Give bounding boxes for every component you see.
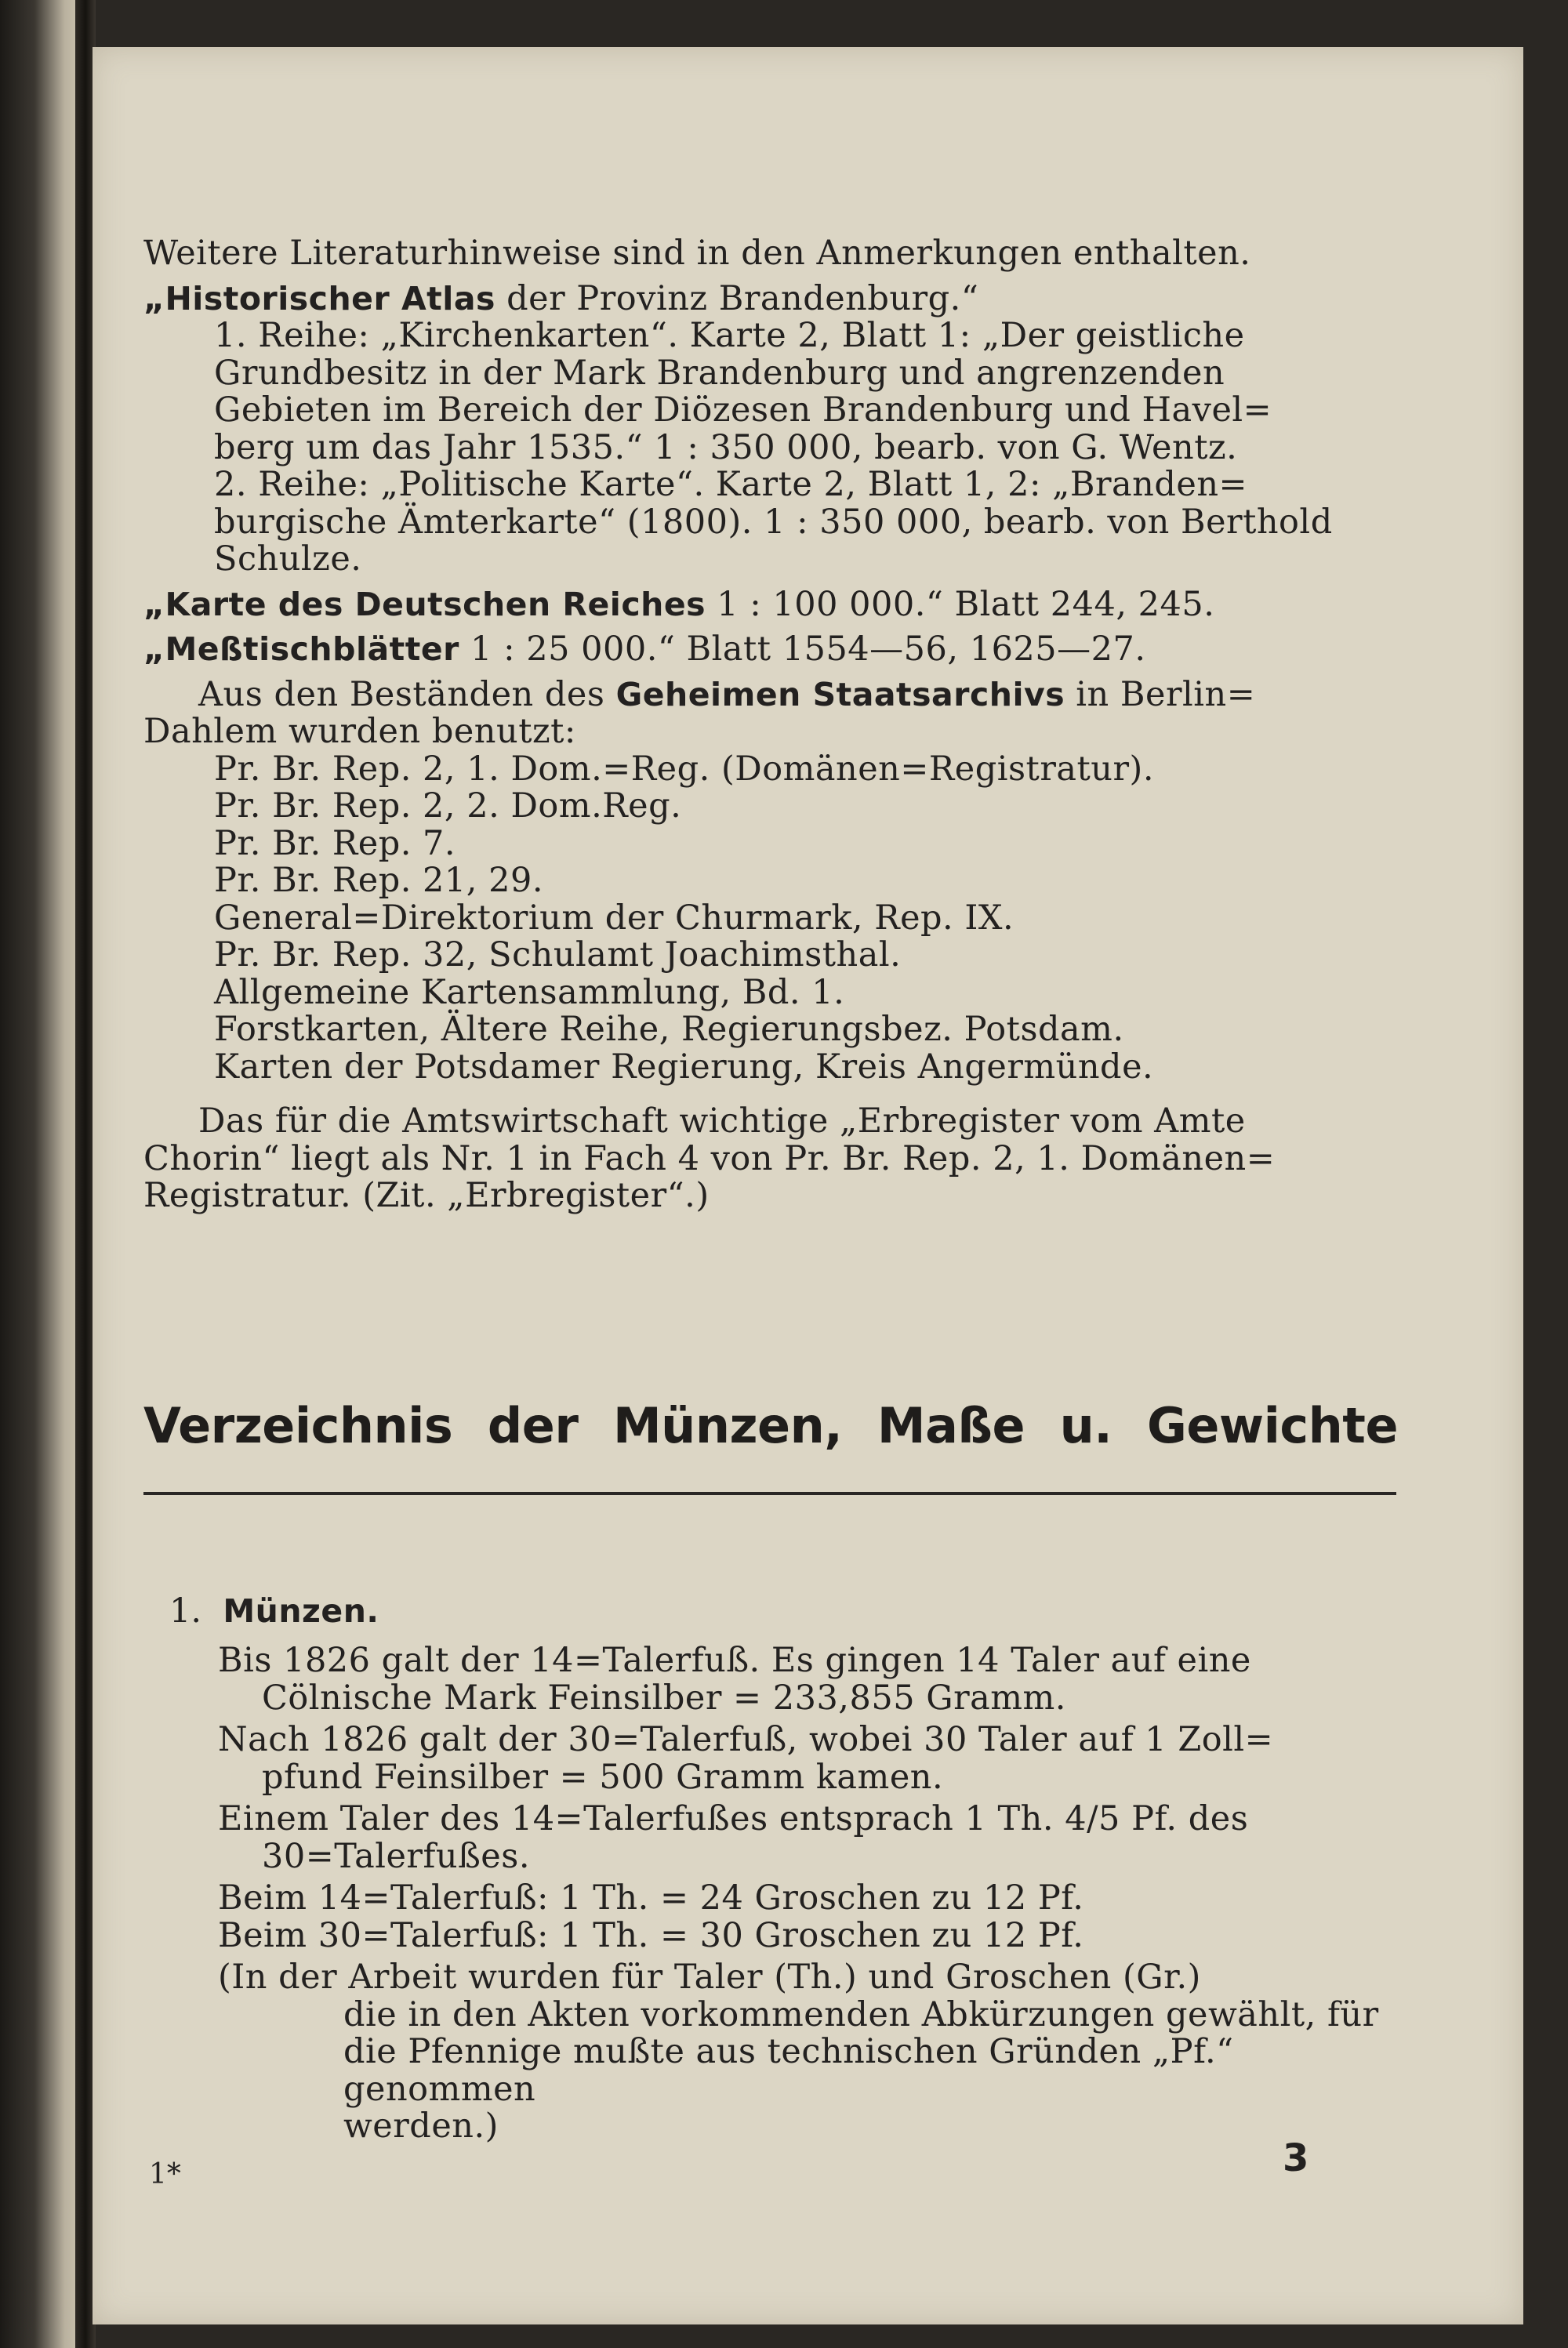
page-number: 3 xyxy=(1283,2136,1309,2180)
atlas-title-rest: der Provinz Brandenburg.“ xyxy=(495,278,979,318)
karte-line xyxy=(143,586,1394,624)
archiv-item: Allgemeine Kartensammlung, Bd. 1. xyxy=(214,972,845,1012)
subsection-heading xyxy=(169,1591,379,1631)
archiv-pre: Aus den Beständen des xyxy=(198,674,616,714)
literature-block xyxy=(143,235,1394,1215)
archiv-item: Pr. Br. Rep. 2, 2. Dom.Reg. xyxy=(214,786,682,826)
subsection-title: Münzen. xyxy=(223,1592,379,1630)
archiv-line-2: Dahlem wurden benutzt: xyxy=(143,712,576,751)
atlas-line: Schulze. xyxy=(214,539,362,579)
muenzen-cont: 30=Talerfußes. xyxy=(262,1836,530,1876)
muenzen-entry xyxy=(218,1801,1394,1875)
messtisch-title: „Meßtischblätter xyxy=(143,630,459,668)
note-line: die in den Akten vorkommenden Abkürzungen gewählt, für xyxy=(343,1994,1379,2034)
erbregister-line: Chorin“ liegt als Nr. 1 in Fach 4 von Pr. Br. Rep. 2, 1. Domänen= xyxy=(143,1138,1276,1178)
archiv-item: Pr. Br. Rep. 21, 29. xyxy=(214,861,543,900)
archiv-item: Pr. Br. Rep. 32, Schulamt Joachimsthal. xyxy=(214,935,902,974)
muenzen-cont: pfund Feinsilber = 500 Gramm kamen. xyxy=(262,1757,944,1797)
messtisch-rest: 1 : 25 000.“ Blatt 1554—56, 1625—27. xyxy=(459,630,1146,669)
atlas-title: „Historischer Atlas xyxy=(143,279,495,318)
archiv-item: Karten der Potsdamer Regierung, Kreis Angermünde. xyxy=(214,1047,1154,1087)
subsection-number: 1. xyxy=(169,1591,202,1631)
note-line: werden.) xyxy=(343,2107,499,2146)
archiv-post: in Berlin= xyxy=(1065,674,1256,714)
archiv-line xyxy=(143,674,1394,714)
intro-line: Weitere Literaturhinweise sind in den Anmerkungen enthalten. xyxy=(143,234,1251,273)
muenzen-entry xyxy=(218,1722,1394,1796)
section-rule xyxy=(143,1492,1396,1495)
archiv-item: Pr. Br. Rep. 7. xyxy=(214,823,456,863)
erbregister-line: Registratur. (Zit. „Erbregister“.) xyxy=(143,1176,710,1215)
archiv-title: Geheimen Staatsarchivs xyxy=(615,675,1065,713)
atlas-line: burgische Ämterkarte“ (1800). 1 : 350 000, bearb. von Berthold xyxy=(214,502,1333,542)
muenzen-block xyxy=(218,1642,1394,2146)
previous-page-edge xyxy=(0,0,86,2348)
muenzen-entry xyxy=(218,1642,1394,1717)
archiv-items xyxy=(143,751,1394,1087)
muenzen-first: Bis 1826 galt der 14=Talerfuß. Es gingen 14 Taler auf eine xyxy=(218,1641,1251,1680)
atlas-lines xyxy=(143,318,1394,579)
archiv-item: General=Direktorium der Churmark, Rep. IX. xyxy=(214,898,1014,938)
muenzen-first: Einem Taler des 14=Talerfußes entsprach 1 Th. 4/5 Pf. des xyxy=(218,1799,1249,1838)
atlas-line: 1. Reihe: „Kirchenkarten“. Karte 2, Blatt 1: „Der geistliche xyxy=(214,316,1245,355)
atlas-line: Gebieten im Bereich der Diözesen Brandenburg und Havel= xyxy=(214,390,1272,430)
atlas-line: 2. Reihe: „Politische Karte“. Karte 2, Blatt 1, 2: „Branden= xyxy=(214,465,1248,504)
messtisch-line xyxy=(143,631,1394,669)
section-title: Verzeichnis der Münzen, Maße u. Gewichte xyxy=(143,1397,1398,1454)
erbregister-line: Das für die Amtswirtschaft wichtige „Erbregister vom Amte xyxy=(198,1101,1246,1141)
karte-title: „Karte des Deutschen Reiches xyxy=(143,585,706,623)
note-line: die Pfennige mußte aus technischen Gründen „Pf.“ genommen xyxy=(343,2032,1234,2109)
karte-rest: 1 : 100 000.“ Blatt 244, 245. xyxy=(706,584,1215,624)
atlas-heading xyxy=(143,278,1394,318)
beim-line: Beim 30=Talerfuß: 1 Th. = 30 Groschen zu 12 Pf. xyxy=(218,1915,1084,1955)
archiv-item: Pr. Br. Rep. 2, 1. Dom.=Reg. (Domänen=Registratur). xyxy=(214,749,1154,789)
page xyxy=(93,47,1523,2324)
atlas-line: berg um das Jahr 1535.“ 1 : 350 000, bearb. von G. Wentz. xyxy=(214,427,1238,467)
archiv-item: Forstkarten, Ältere Reihe, Regierungsbez. Potsdam. xyxy=(214,1010,1124,1049)
beim-line: Beim 14=Talerfuß: 1 Th. = 24 Groschen zu 12 Pf. xyxy=(218,1878,1084,1918)
note-line: (In der Arbeit wurden für Taler (Th.) und Groschen (Gr.) xyxy=(218,1958,1201,1997)
sheet-signature: 1* xyxy=(149,2158,181,2190)
atlas-line: Grundbesitz in der Mark Brandenburg und angrenzenden xyxy=(214,353,1225,393)
muenzen-first: Nach 1826 galt der 30=Talerfuß, wobei 30 Taler auf 1 Zoll= xyxy=(218,1720,1274,1759)
muenzen-cont: Cölnische Mark Feinsilber = 233,855 Gramm. xyxy=(262,1678,1066,1718)
